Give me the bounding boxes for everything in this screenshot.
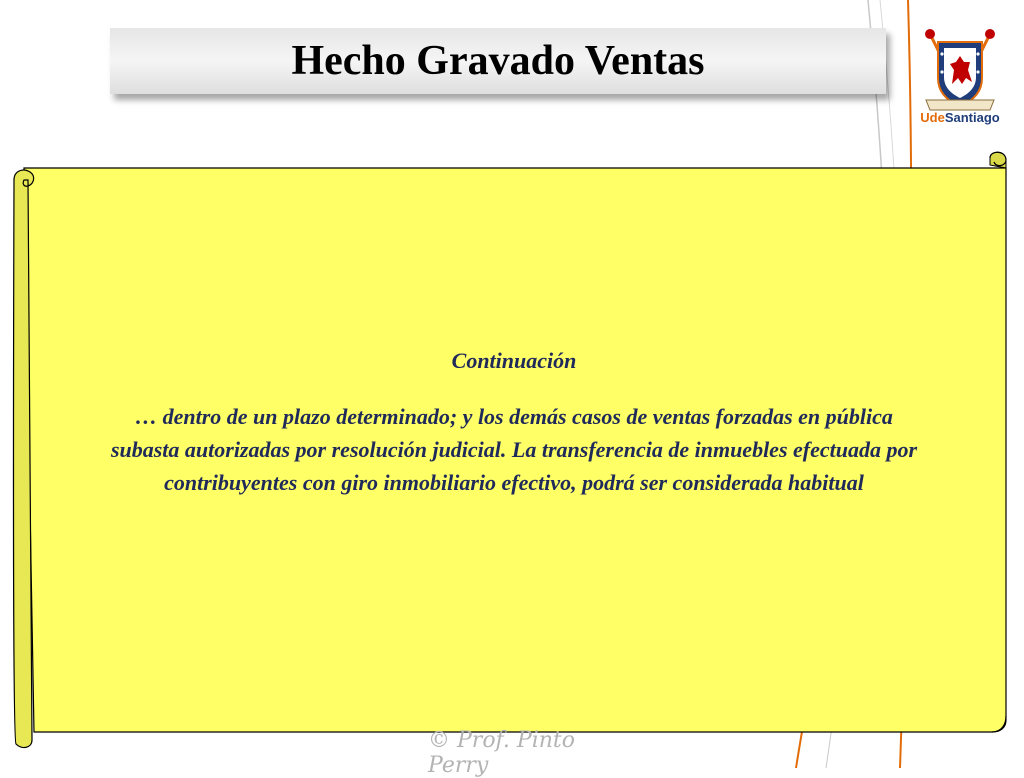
scroll-subtitle: Continuación xyxy=(451,348,577,373)
scroll-body-text: … dentro de un plazo determinado; y los demás casos de ventas forzadas en pública subasta autorizadas por resolución judicial. La transferencia de inmuebles efectuada por contribuyentes con giro inmobiliario efectivo, podrá ser considerada habitual xyxy=(110,404,918,495)
logo-name-part1: Ude xyxy=(920,110,945,125)
logo-name-part2: Santiago xyxy=(944,110,1000,125)
page-title: Hecho Gravado Ventas xyxy=(291,38,705,84)
scroll-content xyxy=(100,348,928,499)
copyright-watermark: © Prof. Pinto Perry xyxy=(428,728,575,778)
